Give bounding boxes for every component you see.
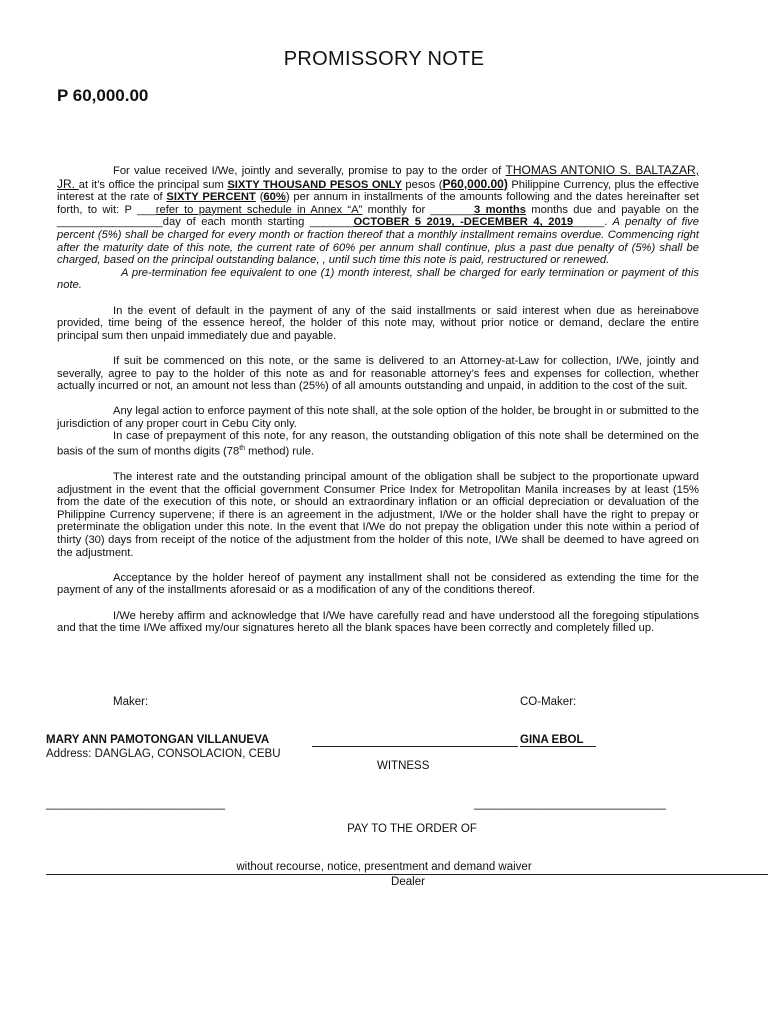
penalty-clause: A penalty of five percent (5%) shall be charged for every month or fraction thereof that a monthly installment remains overdue. Commencing right after the maturity date of this note, the current rate of 60% per annum shall continue, plus a past due penalty of (5%) shall be charged, based on the principal outstanding balance, , until such time this note is paid, restructured or renewed. <box>57 216 699 267</box>
maker-name: MARY ANN PAMOTONGAN VILLANUEVA <box>46 734 270 746</box>
paragraph-terms: For value received I/We, jointly and severally, promise to pay to the order of THOMAS ANTONIO S. BALTAZAR, JR. at it’s office the principal sum SIXTY THOUSAND PESOS ONLY pesos (P60,000.00) Philippine Currency, plus the effective interest at the rate of SIXTY PERCENT (60%) per annum in installments of the amounts following and the dates hereinafter set forth, to wit: P ___refer to payment schedule in Annex “A” monthly for _______3 months months due and payable on the _________________day of each month starting _______OCTOBER 5 2019, -DECEMBER 4, 2019_____. A penalty of five percent (5%) shall be charged for every month or fraction thereof that a monthly installment remains overdue. Commencing right after the maturity date of this note, the current rate of 60% per annum shall continue, plus a past due penalty of (5%) shall be charged, based on the principal outstanding balance, , until such time this note is paid, restructured or renewed. <box>57 163 699 267</box>
document-title: PROMISSORY NOTE <box>283 48 485 70</box>
payee-name: THOMAS ANTONIO S. BALTAZAR, JR. <box>57 163 699 191</box>
adjustment-clause: The interest rate and the outstanding principal amount of the obligation shall be subject to the proportionate upward adjustment in the event that the official government Consumer Price Index for Metropolitan Manila increases by at least (15% from the date of the execution of this note, or should an extraordinary inflation or an official depreciation or devaluation of the Philippine Currency supervene; if there is an agreement in the adjustment, I/We or the holder shall have the right to prepay or preterminate the obligation under this note. In the event that I/We do not prepay the obligation under this note within a period of thirty (30) days from receipt of the notice of the adjustment from the holder of this note, I/We shall be deemed to have agreed on the adjustment. <box>57 470 699 559</box>
maker-label: Maker: <box>113 696 149 708</box>
interest-rate-figures: 60% <box>263 191 286 204</box>
comaker-label: CO-Maker: <box>520 696 577 708</box>
acceptance-clause: Acceptance by the holder hereof of payment any installment shall not be considered as extending the time for the payment of any of the installments aforesaid or as a modification of any of the conditions thereof. <box>57 571 699 597</box>
schedule-reference: refer to payment schedule in Annex “A” <box>155 203 363 216</box>
signature-line <box>312 746 518 747</box>
interest-rate-words: SIXTY PERCENT <box>166 191 256 204</box>
dealer-label: Dealer <box>391 876 425 888</box>
term-months: 3 months <box>474 203 526 216</box>
comaker-underline <box>520 746 596 747</box>
affirmation-clause: I/We hereby affirm and acknowledge that I/We have carefully read and have understood all the foregoing stipulations and that the time I/We affixed my/our signatures hereto all the blank spaces have been correctly and completely filled up. <box>57 609 699 635</box>
note-body <box>57 164 699 647</box>
principal-sum-words: SIXTY THOUSAND PESOS ONLY <box>227 178 402 191</box>
witness-line-right: ______________________________ <box>474 798 666 810</box>
attorney-fees-clause: If suit be commenced on this note, or the same is delivered to an Attorney-at-Law for collection, I/We, jointly and severally, agree to pay to the holder of this note as and for reasonable attorney’s fees and expenses for collection, whether actually incurred or not, an amount not less than (25%) of all amounts outstanding and unpaid, in addition to the cost of the suit. <box>57 354 699 393</box>
witness-line-left: ____________________________ <box>46 798 226 810</box>
default-clause: In the event of default in the payment of any of the said installments or said interest when due as hereinabove provided, time being of the essence hereof, the holder of this note may, without prior notice or demand, declare the entire principal sum then unpaid immediately due and payable. <box>57 304 699 342</box>
amount-heading: P 60,000.00 <box>57 86 149 105</box>
principal-sum-figures: P60,000.00) <box>442 176 508 191</box>
payment-dates: OCTOBER 5 2019, -DECEMBER 4, 2019 <box>353 216 574 229</box>
witness-label: WITNESS <box>377 760 430 772</box>
waiver-text: without recourse, notice, presentment and demand waiver <box>236 861 532 873</box>
maker-address: Address: DANGLAG, CONSOLACION, CEBU <box>46 748 281 760</box>
pretermination-clause: A pre-termination fee equivalent to one (1) month interest, shall be charged for early termination or payment of this note. <box>57 266 699 292</box>
prepayment-clause: In case of prepayment of this note, for any reason, the outstanding obligation of this note shall be determined on the basis of the sum of months digits (78th method) rule. <box>57 430 699 458</box>
jurisdiction-clause: Any legal action to enforce payment of this note shall, at the sole option of the holder, be brought in or submitted to the jurisdiction of any proper court in Cebu City only. <box>57 405 699 430</box>
dealer-line <box>46 874 768 875</box>
comaker-name: GINA EBOL <box>520 734 584 746</box>
pay-to-order: PAY TO THE ORDER OF <box>347 823 477 835</box>
